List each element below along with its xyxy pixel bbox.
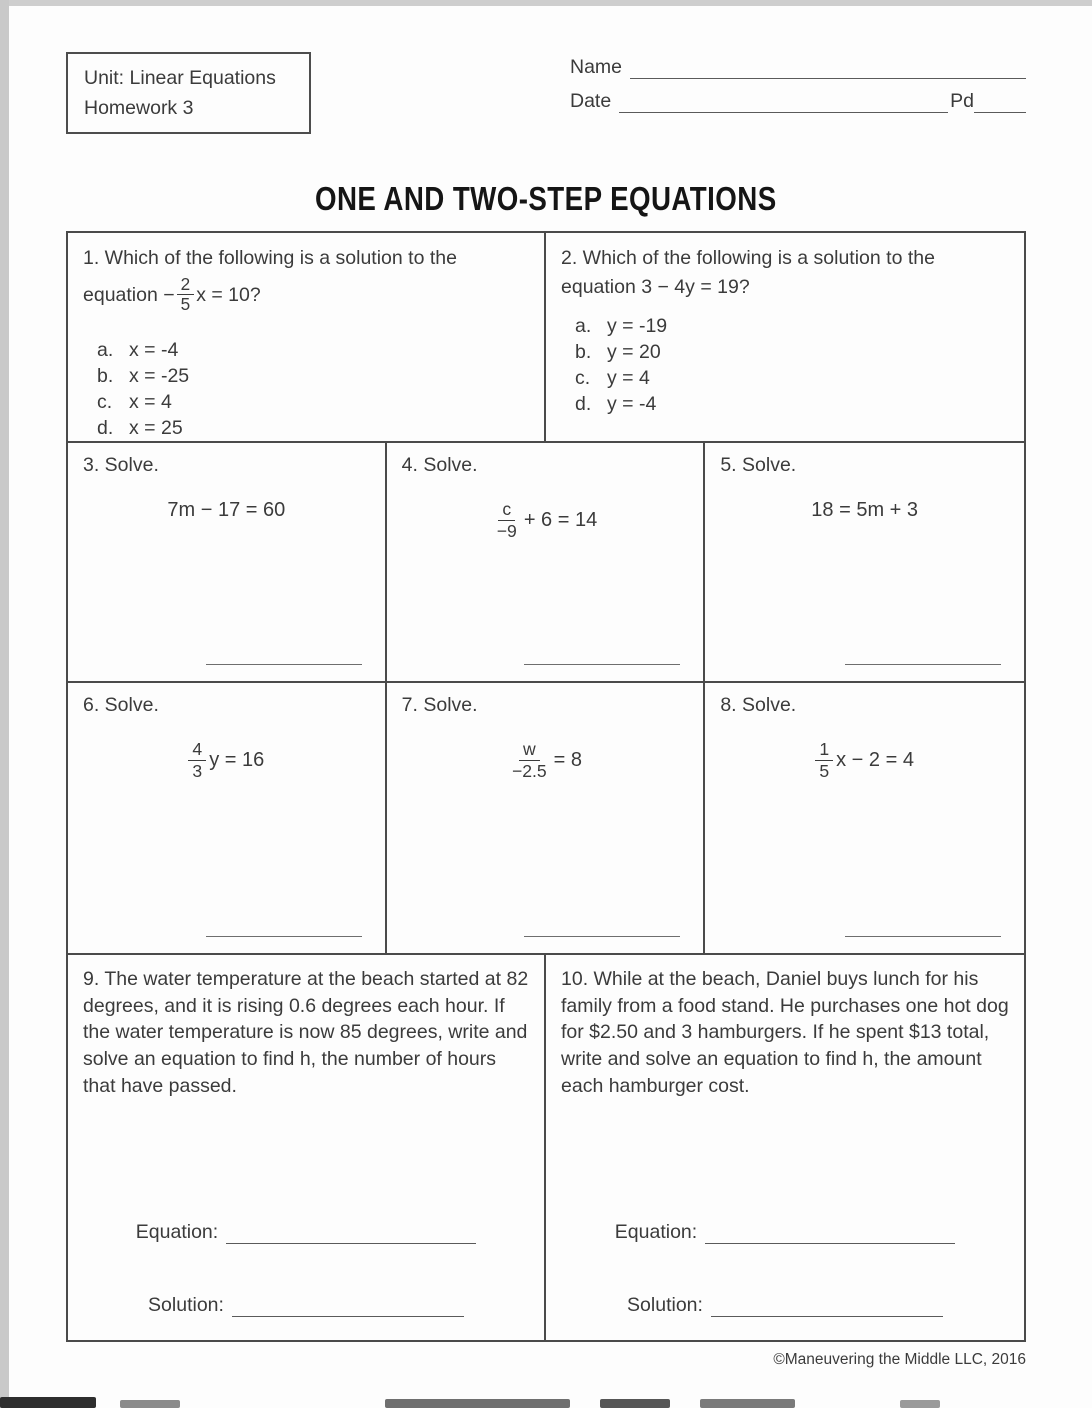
- question-8-answer-line[interactable]: [845, 936, 1001, 937]
- question-10-equation-line[interactable]: [705, 1224, 955, 1244]
- question-6-answer-line[interactable]: [206, 936, 362, 937]
- question-8: [705, 683, 1024, 953]
- question-7-equation: $\frac{w}{-2.5}$ = 8: [402, 739, 689, 780]
- question-1: [68, 233, 546, 441]
- question-5-answer-line[interactable]: [845, 664, 1001, 665]
- question-10-equation-row: [561, 1221, 1009, 1244]
- question-2-text: [561, 244, 1009, 301]
- question-4-equation: $\frac{c}{-9}$ + 6 = 14: [402, 499, 689, 540]
- question-2-line1: 2. Which of the following is a solution to the: [561, 247, 935, 270]
- question-1-text: [83, 244, 529, 315]
- question-9-text: 9. The water temperature at the beach started at 82 degrees, and it is rising 0.6 degrees each hour. If the water temperature is now 85 degrees, write and solve an equation to find h, the number of hours that have passed.: [83, 968, 529, 1097]
- question-7-answer-line[interactable]: [524, 936, 680, 937]
- fraction: $\frac{c}{-9}$: [496, 499, 517, 541]
- scan-edge-top: [0, 0, 1092, 6]
- choice-2b[interactable]: b. y = 20: [575, 340, 661, 363]
- question-1-choices: [83, 339, 529, 440]
- equation-label: Equation:: [614, 1221, 698, 1244]
- title-wrap: [0, 180, 1092, 218]
- question-5-label: 5. Solve.: [720, 454, 797, 477]
- question-6: [68, 683, 387, 953]
- table-row-3: [68, 683, 1024, 955]
- solution-label: Solution:: [627, 1294, 703, 1317]
- scan-artifact: [0, 1396, 1092, 1408]
- question-2-choices: [561, 315, 1009, 416]
- question-8-equation: $\frac{1}{5}$ x − 2 = 4: [720, 739, 1009, 780]
- question-7: [387, 683, 706, 953]
- homework-number: Homework 3: [84, 97, 194, 120]
- question-3-answer-line[interactable]: [206, 664, 362, 665]
- equation-label: Equation:: [135, 1221, 219, 1244]
- choice-1b[interactable]: b. x = -25: [97, 365, 190, 388]
- question-9-solution-line[interactable]: [232, 1297, 464, 1317]
- name-row: [570, 56, 1026, 79]
- question-5: [705, 443, 1024, 681]
- fraction: $\frac{1}{5}$: [815, 739, 833, 780]
- question-3: [68, 443, 387, 681]
- choice-2c[interactable]: c. y = 4: [575, 366, 650, 389]
- question-10-solution-line[interactable]: [711, 1297, 943, 1317]
- question-10: [546, 955, 1024, 1340]
- choice-2a[interactable]: a. y = -19: [575, 314, 668, 337]
- question-2: [546, 233, 1024, 441]
- question-4-label: 4. Solve.: [401, 454, 478, 477]
- question-1-line1: 1. Which of the following is a solution to the: [83, 247, 457, 270]
- fraction: $\frac{4}{3}$: [188, 739, 206, 780]
- scan-edge-left: [0, 0, 9, 1408]
- copyright: ©Maneuvering the Middle LLC, 2016: [773, 1351, 1026, 1369]
- question-1-equation: equation − $\frac{2}{5}$ x = 10?: [83, 273, 261, 315]
- question-4-answer-line[interactable]: [524, 664, 680, 665]
- name-label: Name: [570, 56, 623, 78]
- pd-label: Pd: [950, 90, 974, 112]
- fraction: $\frac{w}{-2.5}$: [511, 739, 547, 781]
- question-3-label: 3. Solve.: [83, 454, 159, 477]
- worksheet-title: ONE AND TWO-STEP EQUATIONS: [315, 180, 777, 218]
- solution-label: Solution:: [148, 1294, 224, 1317]
- table-row-2: [68, 443, 1024, 683]
- question-9-solution-row: [83, 1294, 529, 1317]
- question-4: [387, 443, 706, 681]
- choice-1a[interactable]: a. x = -4: [97, 339, 179, 362]
- question-9-equation-line[interactable]: [226, 1224, 476, 1244]
- choice-2d[interactable]: d. y = -4: [575, 392, 657, 415]
- unit-box: [66, 52, 311, 134]
- question-2-equation: equation 3 − 4y = 19?: [561, 275, 750, 298]
- pd-input-line[interactable]: [974, 93, 1026, 113]
- date-row: [570, 90, 1026, 113]
- choice-1c[interactable]: c. x = 4: [97, 391, 172, 414]
- unit-title: Unit: Linear Equations: [84, 67, 276, 89]
- name-date-block: [570, 52, 1026, 124]
- name-input-line[interactable]: [630, 59, 1026, 79]
- question-5-equation: 18 = 5m + 3: [811, 499, 919, 522]
- header: [0, 0, 1092, 134]
- date-label: Date: [570, 90, 612, 112]
- question-9-equation-row: [83, 1221, 529, 1244]
- question-6-equation: $\frac{4}{3}$ y = 16: [83, 739, 370, 780]
- table-row-4: [68, 955, 1024, 1340]
- question-8-label: 8. Solve.: [720, 694, 797, 717]
- fraction: $\frac{2}{5}$: [177, 275, 195, 315]
- worksheet-table: [66, 231, 1026, 1342]
- question-9: [68, 955, 546, 1340]
- question-7-label: 7. Solve.: [401, 694, 478, 717]
- question-6-label: 6. Solve.: [83, 694, 159, 717]
- choice-1d[interactable]: d. x = 25: [97, 417, 183, 440]
- table-row-1: [68, 233, 1024, 443]
- date-input-line[interactable]: [619, 93, 948, 113]
- question-10-text: 10. While at the beach, Daniel buys lunch for his family from a food stand. He purchases one hot dog for $2.50 and 3 hamburgers. If he spent $13 total, write and solve an equation to find h, the amount each hamburger cost.: [561, 968, 1009, 1097]
- question-10-solution-row: [561, 1294, 1009, 1317]
- question-3-equation: 7m − 17 = 60: [167, 499, 286, 522]
